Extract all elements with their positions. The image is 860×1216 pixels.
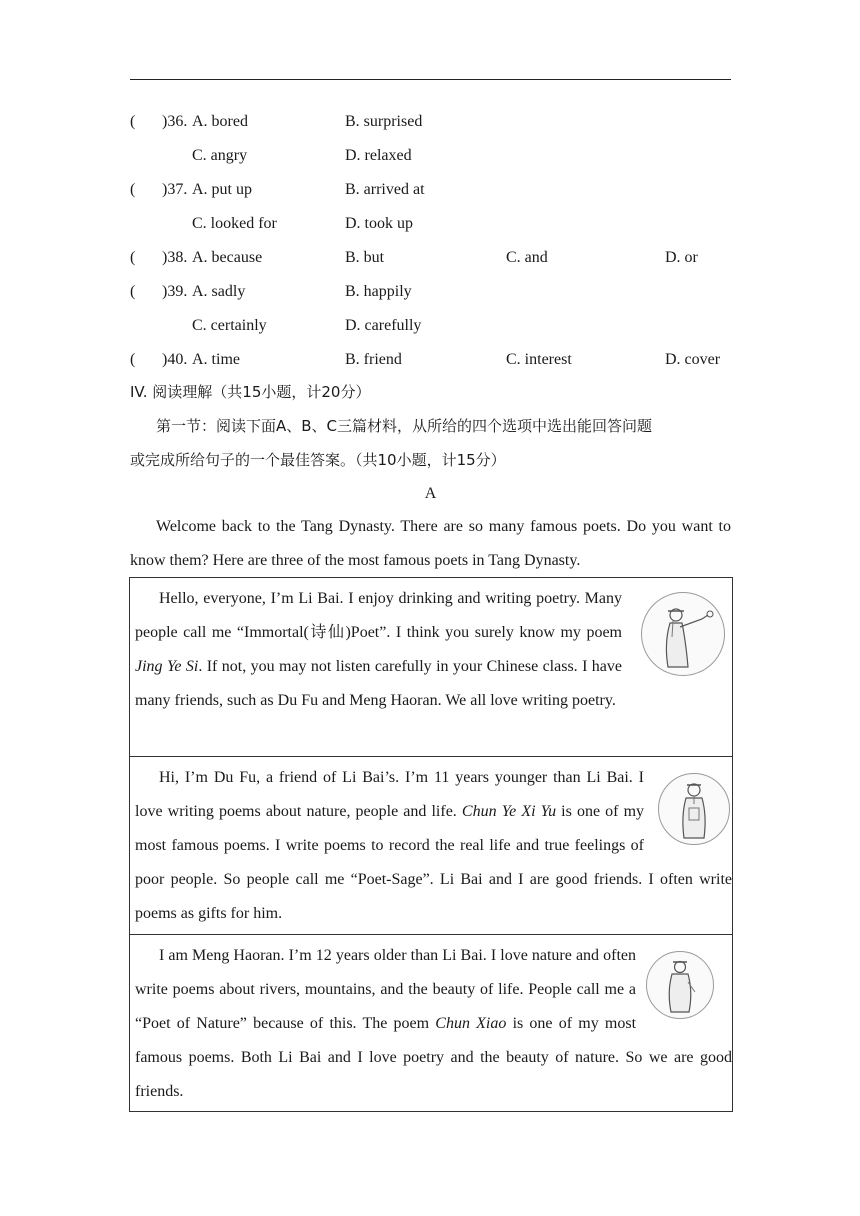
question-number: )36. bbox=[162, 113, 188, 130]
question-paren: ( bbox=[130, 113, 136, 130]
poet-text-du-fu: Hi, I’m Du Fu, a friend of Li Bai’s. I’m 11 years younger than Li Bai. I love writing poems about nature, people and life. Chun Ye Xi Yu is one of my most famous poems. I write poems to record the real life and true feelings of poor people. So people call me “Poet-Sage”. Li Bai and I are good friends. I often write poems as gifts for him. bbox=[135, 769, 732, 922]
option-d: D. relaxed bbox=[345, 147, 412, 164]
poet-cell-du-fu bbox=[130, 756, 732, 934]
option-a: A. bored bbox=[192, 113, 248, 130]
poet-cell-li-bai bbox=[130, 578, 732, 756]
poet-text-li-bai: Hello, everyone, I’m Li Bai. I enjoy drinking and writing poetry. Many people call me “Immortal(诗仙)Poet”. I think you surely know my poem Jing Ye Si. If not, you may not listen carefully in your Chinese class. I have many friends, such as Du Fu and Meng Haoran. We all love writing poetry. bbox=[135, 590, 622, 709]
option-a: A. sadly bbox=[192, 283, 246, 300]
question-number: )37. bbox=[162, 181, 188, 198]
question-paren: ( bbox=[130, 351, 136, 368]
option-a: A. time bbox=[192, 351, 240, 368]
option-d: D. carefully bbox=[345, 317, 422, 334]
option-c: C. angry bbox=[192, 147, 248, 164]
option-c: C. and bbox=[506, 249, 548, 266]
option-a: A. because bbox=[192, 249, 263, 266]
option-a: A. put up bbox=[192, 181, 252, 198]
option-c: C. certainly bbox=[192, 317, 267, 334]
question-paren: ( bbox=[130, 249, 136, 266]
section-heading: IV. 阅读理解（共15小题，计20分） bbox=[130, 383, 371, 401]
question-number: )39. bbox=[162, 283, 188, 300]
option-b: B. arrived at bbox=[345, 181, 425, 198]
question-paren: ( bbox=[130, 283, 136, 300]
header-rule bbox=[130, 79, 731, 80]
poet-text-meng-haoran: I am Meng Haoran. I’m 12 years older than Li Bai. I love nature and often write poems about rivers, mountains, and the beauty of life. People call me a “Poet of Nature” because of this. The poem Chun Xiao is one of my most famous poems. Both Li Bai and I love poetry and the beauty of nature. So we are good friends. bbox=[135, 947, 732, 1100]
intro-paragraph: Welcome back to the Tang Dynasty. There are so many famous poets. Do you want to know them? Here are three of the most famous poets in Tang Dynasty. bbox=[130, 518, 731, 569]
option-d: D. took up bbox=[345, 215, 413, 232]
question-paren: ( bbox=[130, 181, 136, 198]
option-c: C. looked for bbox=[192, 215, 277, 232]
passage-label: A bbox=[424, 485, 437, 502]
option-b: B. surprised bbox=[345, 113, 423, 130]
poet-cell-meng-haoran bbox=[130, 934, 732, 1112]
option-b: B. friend bbox=[345, 351, 402, 368]
instruction-line-1: 第一节：阅读下面A、B、C三篇材料，从所给的四个选项中选出能回答问题 bbox=[156, 417, 653, 435]
option-d: D. or bbox=[665, 249, 698, 266]
option-c: C. interest bbox=[506, 351, 572, 368]
poet-table bbox=[129, 577, 733, 1112]
instruction-line-2: 或完成所给句子的一个最佳答案。（共10小题，计15分） bbox=[130, 451, 506, 469]
question-number: )40. bbox=[162, 351, 188, 368]
question-number: )38. bbox=[162, 249, 188, 266]
option-d: D. cover bbox=[665, 351, 721, 368]
option-b: B. happily bbox=[345, 283, 412, 300]
option-b: B. but bbox=[345, 249, 385, 266]
